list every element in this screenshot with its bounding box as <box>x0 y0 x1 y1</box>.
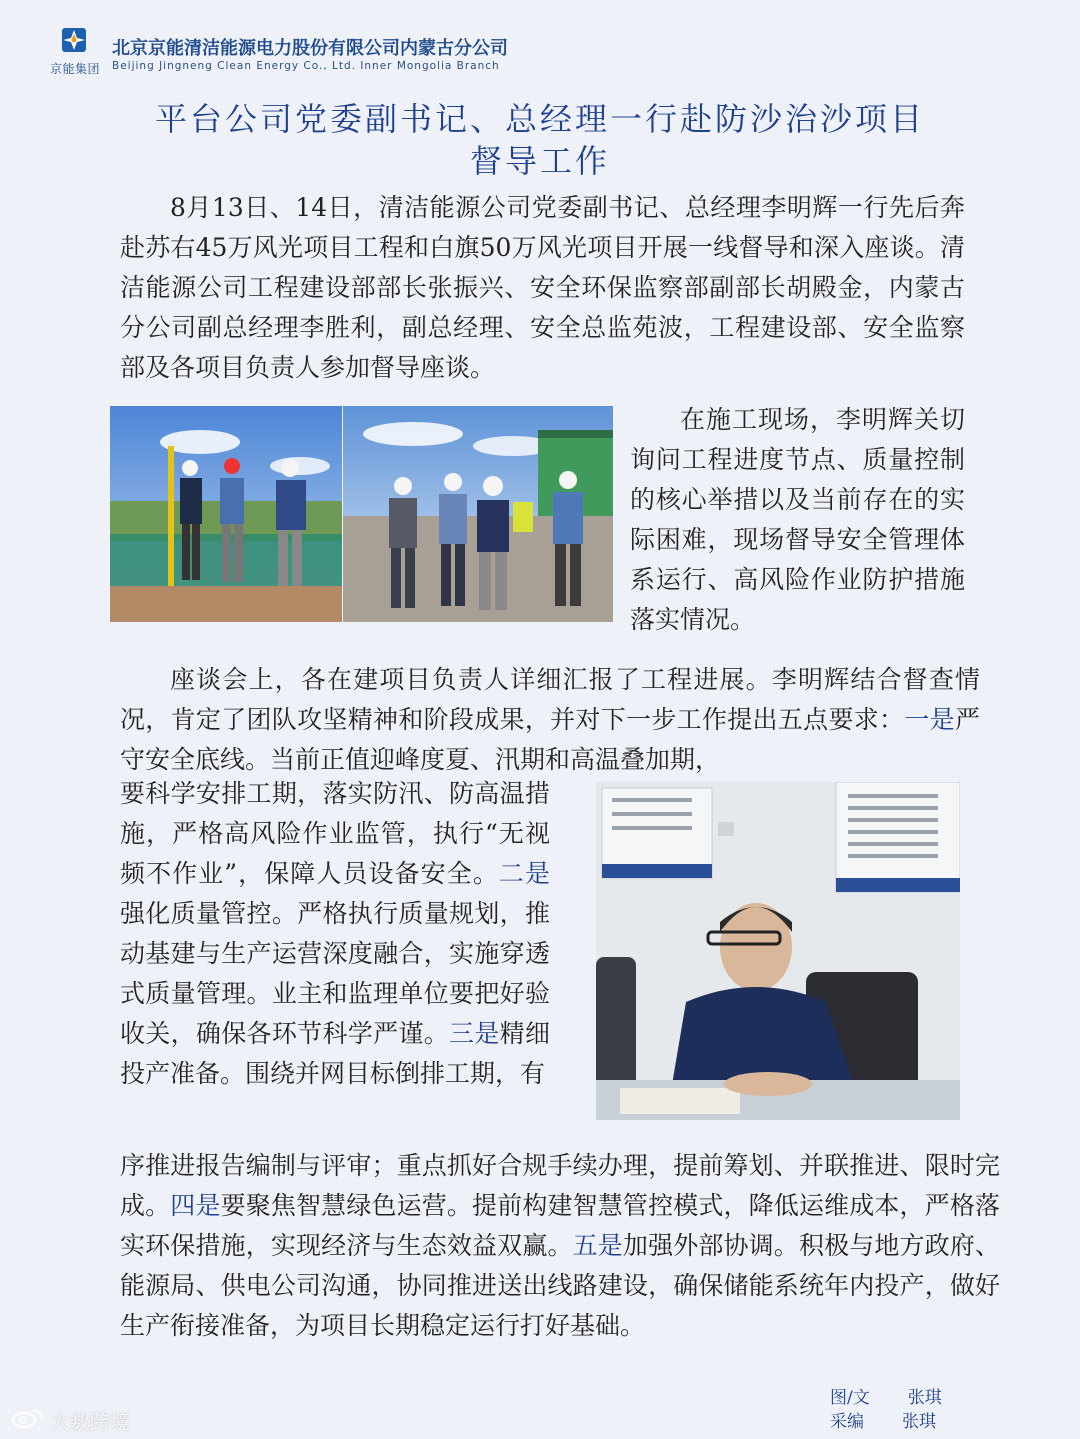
req-text-a: 要科学安排工期，落实防汛、防高温措施，严格高风险作业监管，执行“无视频不作业”，保障人员设备安全。 <box>120 779 550 888</box>
paragraph-meeting <box>120 660 980 780</box>
paragraph-requirements <box>120 774 550 1094</box>
req-text-b: 强化质量管控。严格执行质量规划，推动基建与生产运营深度融合，实施穿透式质量管理。业主和监理单位要把好验收关，确保各环节科学严谨。 <box>120 899 550 1048</box>
keyword-second: 二是 <box>498 859 550 888</box>
watermark <box>10 1406 130 1435</box>
keyword-third: 三是 <box>449 1019 500 1048</box>
credit-name-photo-text: 张琪 <box>907 1388 942 1408</box>
meeting-photo-icon <box>596 782 960 1120</box>
paragraph-intro: 8月13日、14日，清洁能源公司党委副书记、总经理李明辉一行先后奔赴苏右45万风光项目工程和白旗50万风光项目开展一线督导和深入座谈。清洁能源公司工程建设部部长张振兴、安全环保监察部副部长胡殿金，内蒙古分公司副总经理李胜利，副总经理、安全总监苑波，工程建设部、安全监察部及各项目负责人参加督导座谈。 <box>120 193 965 382</box>
meeting-text-b: 严守安全底线。当前正值迎峰度夏、汛期和高温叠加期， <box>120 705 980 774</box>
keyword-fifth: 五是 <box>572 1231 623 1260</box>
req-cont-text-a: 序推进报告编制与评审；重点抓好合规手续办理，提前筹划、并联推进、限时完成。 <box>120 1151 1000 1220</box>
watermark-text: 大数跨境 <box>50 1410 130 1434</box>
paragraph-site-visit: 在施工现场，李明辉关切询问工程进度节点、质量控制的核心举措以及当前存在的实际困难，现场督导安全管理体系运行、高风险作业防护措施落实情况。 <box>630 405 965 634</box>
company-name-en: Beijing Jingneng Clean Energy Co., Ltd. Inner Mongolia Branch <box>112 60 500 72</box>
site-visit-photo-icon <box>110 406 342 622</box>
title-line-1: 平台公司党委副书记、总经理一行赴防沙治沙项目 <box>154 100 925 138</box>
paragraph-requirements-cont <box>120 1146 1000 1346</box>
credit-name-editor: 张琪 <box>902 1412 936 1432</box>
req-cont-text-c: 加强外部协调。积极与地方政府、能源局、供电公司沟通，协同推进送出线路建设，确保储能系统年内投产，做好生产衔接准备，为项目长期稳定运行打好基础。 <box>120 1231 1000 1340</box>
meeting-text-a: 座谈会上，各在建项目负责人详细汇报了工程进展。李明辉结合督查情况，肯定了团队攻坚精神和阶段成果，并对下一步工作提出五点要求： <box>120 665 980 734</box>
site-walk-photo-icon <box>343 406 613 622</box>
company-name-cn: 北京京能清洁能源电力股份有限公司内蒙古分公司 <box>112 38 508 59</box>
article-credits <box>830 1386 942 1434</box>
keyword-fourth: 四是 <box>170 1191 221 1220</box>
credit-label-editor: 采编 <box>830 1412 864 1432</box>
logo-text: 京能集团 <box>49 62 100 76</box>
article-title <box>100 98 980 182</box>
keyword-first: 一是 <box>904 705 955 734</box>
title-line-2: 督导工作 <box>469 142 610 180</box>
req-text-c: 精细投产准备。围绕并网目标倒排工期，有 <box>120 1019 550 1088</box>
credit-label-photo-text: 图/文 <box>830 1388 870 1408</box>
weibo-watermark-icon <box>10 1407 46 1434</box>
req-cont-text-b: 要聚焦智慧绿色运营。提前构建智慧管控模式，降低运维成本，严格落实环保措施，实现经济与生态效益双赢。 <box>120 1191 1000 1260</box>
